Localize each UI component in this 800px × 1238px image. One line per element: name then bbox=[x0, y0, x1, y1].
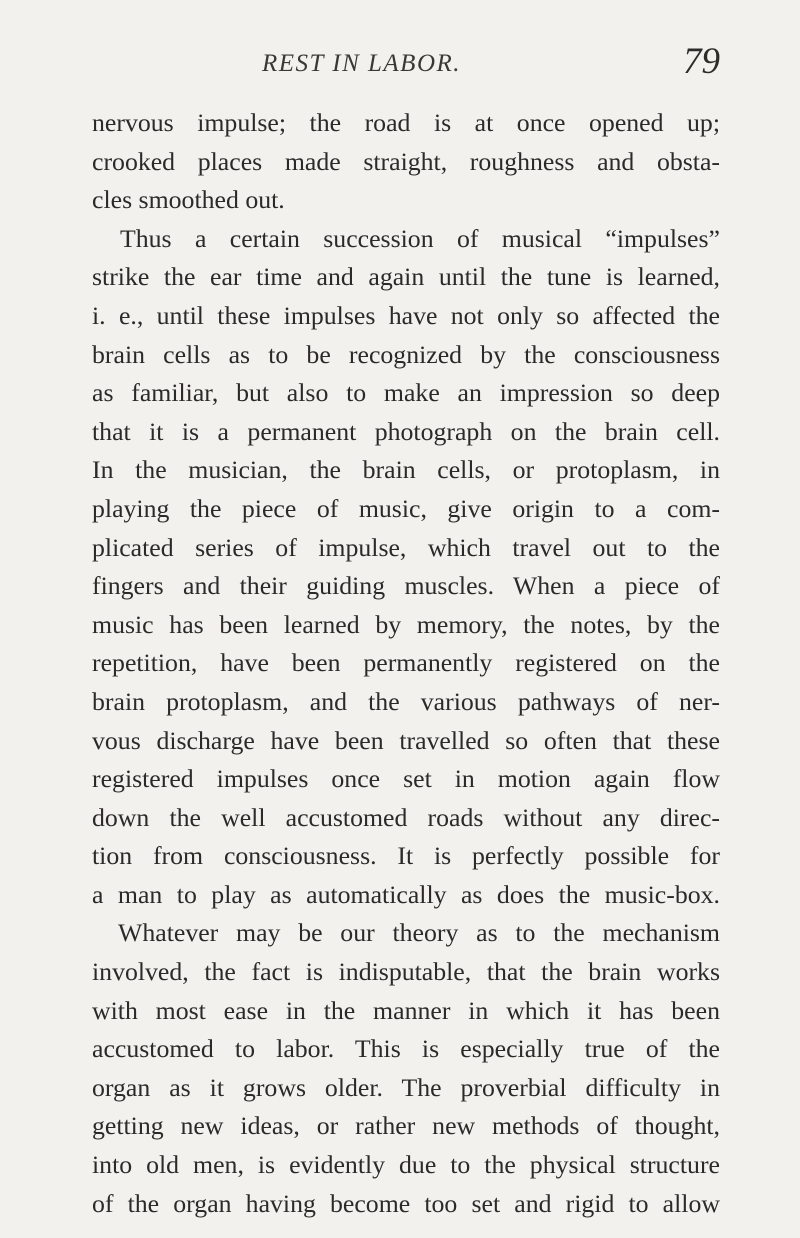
text-line: a man to play as automatically as does the music-box. bbox=[92, 879, 720, 909]
text-line: down the well accustomed roads without any direc- bbox=[92, 802, 720, 832]
text-line: involved, the fact is indisputable, that the brain works bbox=[92, 957, 720, 987]
text-line: of the organ having become too set and rigid to allow bbox=[92, 1188, 720, 1218]
text-line: accustomed to labor. This is especially true of the bbox=[92, 1034, 720, 1064]
text-line: as familiar, but also to make an impression so deep bbox=[92, 378, 720, 408]
text-line: into old men, is evidently due to the physical structure bbox=[92, 1150, 720, 1180]
text-line: i. e., until these impulses have not only so affected the bbox=[92, 300, 720, 330]
text-line: music has been learned by memory, the notes, by the bbox=[92, 609, 720, 639]
page-header bbox=[92, 41, 720, 94]
text-line: getting new ideas, or rather new methods of thought, bbox=[92, 1111, 720, 1141]
text-line: strike the ear time and again until the tune is learned, bbox=[92, 262, 720, 292]
text-line: playing the piece of music, give origin to a com- bbox=[92, 493, 720, 523]
text-line: organ as it grows older. The proverbial difficulty in bbox=[92, 1072, 720, 1102]
text-line: plicated series of impulse, which travel out to the bbox=[92, 532, 720, 562]
text-line: registered impulses once set in motion again flow bbox=[92, 764, 720, 794]
text-line: with most ease in the manner in which it has been bbox=[92, 995, 720, 1025]
text-line: tion from consciousness. It is perfectly possible for bbox=[92, 841, 720, 871]
text-line: that it is a permanent photograph on the brain cell. bbox=[92, 416, 720, 446]
text-line: vous discharge have been travelled so often that these bbox=[92, 725, 720, 755]
paragraph-start-line: Whatever may be our theory as to the mechanism bbox=[118, 918, 720, 948]
page-number: 79 bbox=[683, 41, 720, 82]
body-text bbox=[92, 104, 720, 1223]
text-line: repetition, have been permanently registered on the bbox=[92, 648, 720, 678]
text-line: fingers and their guiding muscles. When a piece of bbox=[92, 571, 720, 601]
paragraph-start-line: Thus a certain succession of musical “impulses” bbox=[120, 223, 720, 253]
text-line: nervous impulse; the road is at once opened up; bbox=[92, 108, 720, 137]
text-line: cles smoothed out. bbox=[92, 185, 285, 215]
text-line: brain cells as to be recognized by the consciousness bbox=[92, 339, 720, 369]
text-line: brain protoplasm, and the various pathways of ner- bbox=[92, 686, 720, 716]
text-line: crooked places made straight, roughness and obsta- bbox=[92, 146, 720, 176]
running-head: REST IN LABOR. bbox=[262, 50, 462, 77]
text-line: In the musician, the brain cells, or protoplasm, in bbox=[92, 455, 720, 485]
